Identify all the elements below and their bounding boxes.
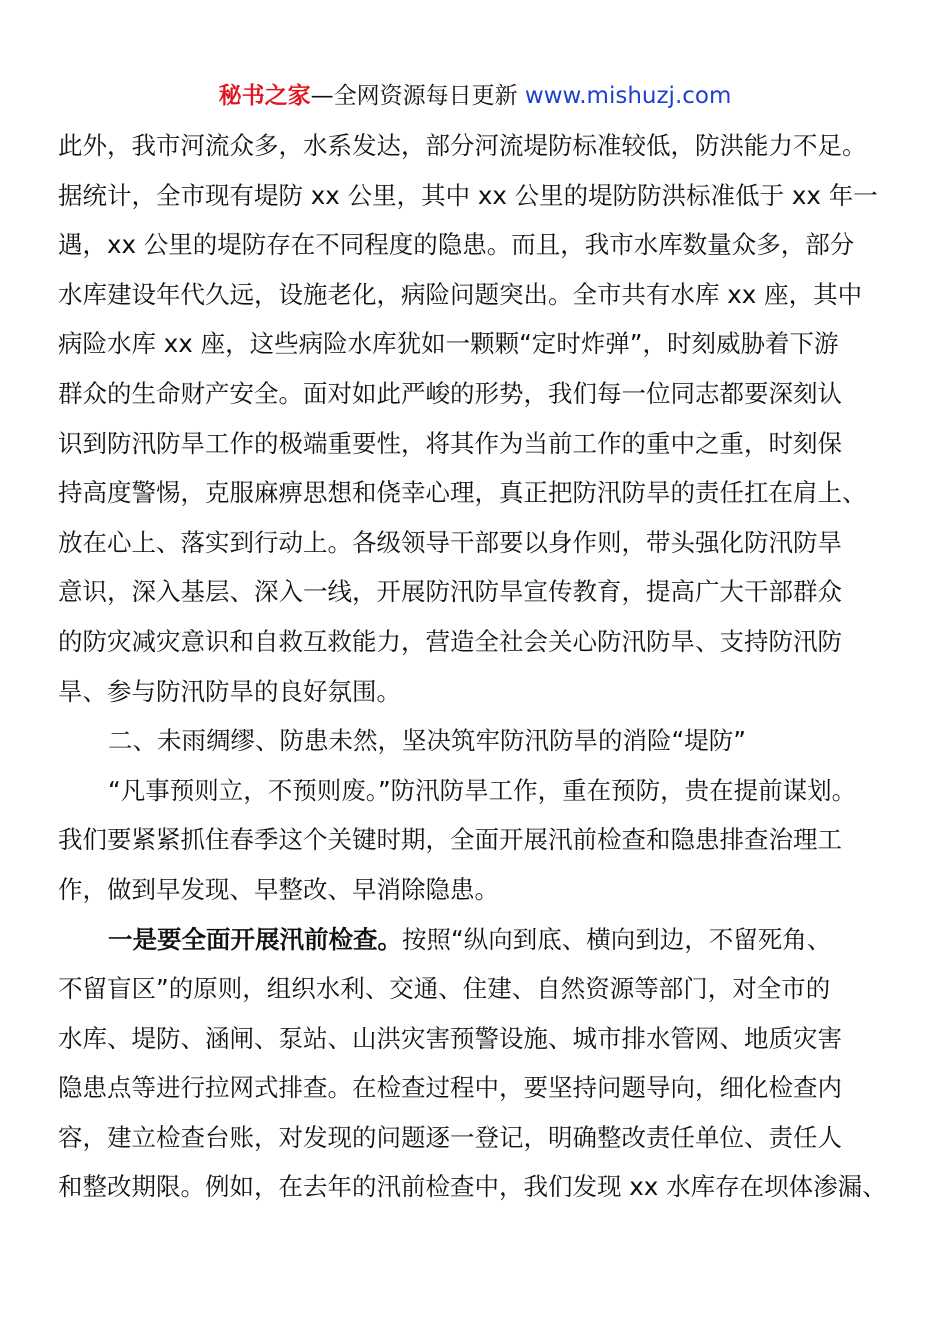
section-heading: 二、未雨绸缪、防患未然，坚决筑牢防汛防旱的消险“堤防” — [108, 726, 746, 756]
text-line: 不留盲区”的原则，组织水利、交通、住建、自然资源等部门，对全市的 — [58, 974, 831, 1004]
header-tagline: —全网资源每日更新 — [310, 83, 518, 109]
text-line: 识到防汛防旱工作的极端重要性，将其作为当前工作的重中之重，时刻保 — [58, 428, 842, 458]
text-line: 作，做到早发现、早整改、早消除隐患。 — [58, 874, 499, 904]
point-one-first-line — [58, 915, 903, 965]
text-line: 水库、堤防、涵闸、泵站、山洪灾害预警设施、城市排水管网、地质灾害 — [58, 1023, 842, 1053]
header-url[interactable]: www.mishuzj.com — [524, 83, 732, 109]
brand-name: 秘书之家 — [218, 83, 311, 109]
text-line: 和整改期限。例如，在去年的汛前检查中，我们发现 xx 水库存在坝体渗漏、 — [58, 1172, 887, 1202]
text-line: 意识，深入基层、深入一线，开展防汛防旱宣传教育，提高广大干部群众 — [58, 577, 842, 607]
text-line: 持高度警惕，克服麻痹思想和侥幸心理，真正把防汛防旱的责任扛在肩上、 — [58, 478, 867, 508]
text-line: 水库建设年代久远，设施老化，病险问题突出。全市共有水库 xx 座，其中 — [58, 279, 863, 309]
text-line: 此外，我市河流众多，水系发达，部分河流堤防标准较低，防洪能力不足。 — [58, 131, 867, 160]
document-body — [58, 121, 903, 1212]
point-one-heading: 一是要全面开展汛前检查。 — [108, 924, 402, 954]
text-line: 病险水库 xx 座，这些病险水库犹如一颗颗“定时炸弹”，时刻威胁着下游 — [58, 329, 839, 359]
text-line: 隐患点等进行拉网式排查。在检查过程中，要坚持问题导向，细化检查内 — [58, 1073, 842, 1103]
text-line: 遇，xx 公里的堤防存在不同程度的隐患。而且，我市水库数量众多，部分 — [58, 230, 855, 260]
text-line: 据统计，全市现有堤防 xx 公里，其中 xx 公里的堤防防洪标准低于 xx 年一 — [58, 180, 878, 210]
text-line: 容，建立检查台账，对发现的问题逐一登记，明确整改责任单位、责任人 — [58, 1122, 842, 1152]
text-line: 放在心上、落实到行动上。各级领导干部要以身作则，带头强化防汛防旱 — [58, 527, 842, 557]
text-line: 的防灾减灾意识和自救互救能力，营造全社会关心防汛防旱、支持防汛防 — [58, 626, 842, 656]
text-line: 我们要紧紧抓住春季这个关键时期，全面开展汛前检查和隐患排查治理工 — [58, 825, 842, 855]
text-line: “凡事预则立，不预则废。”防汛防旱工作，重在预防，贵在提前谋划。 — [108, 775, 857, 805]
watermark-header — [0, 80, 950, 112]
point-one-text: 按照“纵向到底、横向到边，不留死角、 — [402, 924, 832, 954]
text-line: 群众的生命财产安全。面对如此严峻的形势，我们每一位同志都要深刻认 — [58, 378, 842, 408]
text-line: 旱、参与防汛防旱的良好氛围。 — [58, 676, 401, 706]
